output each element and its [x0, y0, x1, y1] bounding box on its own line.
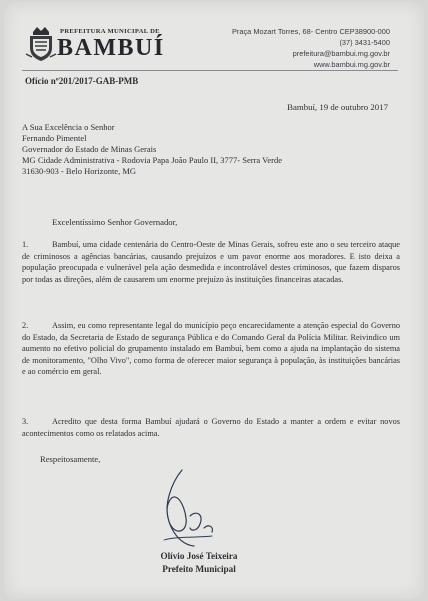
paragraph-text: Acredito que desta forma Bambuí ajudará o Governo do Estado a manter a ordem e evitar novos acontecimentos como os relatados acima. — [22, 417, 400, 438]
document-reference: Ofício nº201/2017-GAB-PMB — [25, 76, 139, 86]
signer-name: Olívio José Teixeira — [160, 551, 238, 561]
paragraph-text: Assim, eu como representante legal do município peço encarecidamente a atenção especial do Governo do Estado, da Secretaria de Estado de segurança Pública e do Comando Geral da Polícia Militar. Reivindico um aumento no efetivo policial do grupamento instalado em Bambuí, bem como a ajuda na implantação do sistema de monitoramento, "Olho Vivo", como forma de oferecer maior segurança à população, às instituições bancárias e ao comércio em geral. — [22, 321, 400, 376]
addressee-line: Governador do Estado de Minas Gerais — [22, 144, 157, 154]
paragraph-3 — [22, 416, 400, 439]
addressee-line: 31630-903 - Belo Horizonte, MG — [22, 166, 137, 176]
paragraph-number: 2. — [22, 321, 29, 330]
paragraph-text: Bambuí, uma cidade centenária do Centro-Oeste de Minas Gerais, sofreu este ano o seu terceiro ataque de criminosos a agências bancárias, causando prejuízos e um pavor enorme aos moradores. E isto deixa a população preocupada e vulnerável pela ação desmedida e incontrolável destes criminosos, que fazem disparos por todas as direções, além de causarem um enorme prejuízo às instituições financeiras atacadas. — [22, 240, 400, 284]
addressee-line: MG Cidade Administrativa - Rodovia Papa João Paulo II, 3777- Serra Verde — [22, 155, 282, 165]
salutation: Excelentíssimo Senhor Governador, — [52, 217, 178, 227]
addressee-line: A Sua Excelência o Senhor — [22, 122, 115, 132]
letterhead-contact — [232, 26, 390, 70]
letterhead-logo — [24, 24, 174, 64]
date-line: Bambuí, 19 de outubro 2017 — [287, 102, 388, 112]
paragraph-1 — [22, 239, 400, 285]
letter-page — [4, 2, 424, 599]
municipal-crest-icon — [24, 24, 58, 62]
contact-website: www.bambui.mg.gov.br — [313, 60, 390, 69]
contact-address: Praça Mozart Torres, 68- Centro CEP38900-000 — [231, 27, 390, 36]
letterhead-org-top: PREFEITURA MUNICIPAL DE — [60, 28, 160, 35]
handwritten-signature — [134, 466, 244, 552]
contact-phone: (37) 3431-5400 — [339, 38, 390, 47]
letterhead-org-name: BAMBUÍ — [57, 35, 165, 61]
addressee-block — [22, 122, 282, 177]
letterhead-divider — [22, 70, 398, 71]
paragraph-number: 1. — [22, 240, 29, 249]
addressee-line: Fernando Pimentel — [22, 133, 87, 143]
paragraph-number: 3. — [22, 417, 29, 426]
closing: Respeitosamente, — [40, 454, 101, 464]
paragraph-2 — [22, 320, 400, 378]
contact-email: prefeitura@bambui.mg.gov.br — [292, 49, 390, 58]
signer-title: Prefeito Municipal — [162, 564, 236, 574]
signer-block — [134, 550, 264, 576]
